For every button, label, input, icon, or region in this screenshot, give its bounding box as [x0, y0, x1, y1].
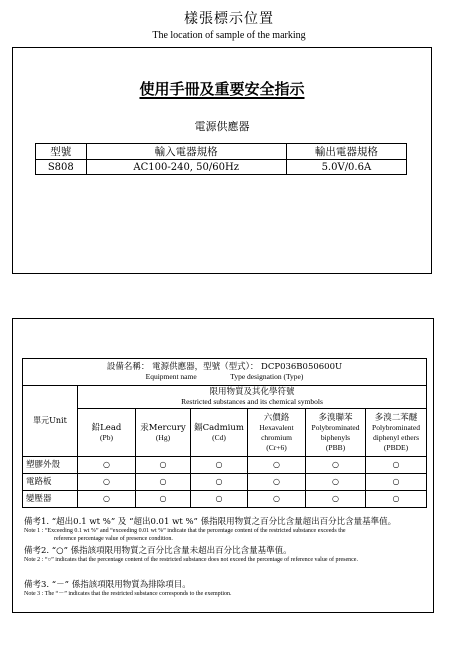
unit-cell: 電路板 — [23, 474, 78, 491]
label-subtitle: 電源供應器 — [194, 120, 250, 133]
unit-cell: 塑膠外殼 — [23, 457, 78, 474]
substance-cadmium: 鎘Cadmium (Cd) — [191, 409, 248, 457]
mark-cell: ○ — [191, 457, 248, 474]
rohs-table — [22, 358, 427, 508]
mark-cell: ○ — [366, 474, 427, 491]
mark-cell: ○ — [136, 491, 191, 508]
spec-input: AC100-240, 50/60Hz — [86, 160, 286, 175]
note-1: 備考1. “超出0.1 wt %” 及 “超出0.01 wt %” 係指限用物質之百分比含量超出百分比含量基準值。 Note 1 : “Exceeding 0.1 wt %” and “exceeding 0.01 wt %” indicate that the percentage content of the restricted substance exceeds the reference percentage value of presence condition. — [24, 517, 397, 542]
table-row — [23, 474, 427, 491]
page-title-en: The location of sample of the marking — [152, 30, 306, 41]
note-3: 備考3. “－” 係指該項限用物質為排除項目。 Note 3 : The “－” indicates that the restricted substance corresponds to the exemption. — [24, 580, 232, 597]
mark-cell: ○ — [136, 474, 191, 491]
spec-output: 5.0V/0.6A — [286, 160, 406, 175]
restricted-header-cn: 限用物質及其化學符號 — [209, 387, 295, 397]
spec-model: S808 — [36, 160, 87, 175]
restricted-header — [78, 386, 427, 409]
mark-cell: ○ — [248, 491, 306, 508]
mark-cell: ○ — [366, 457, 427, 474]
mark-cell: ○ — [78, 474, 136, 491]
mark-cell: ○ — [248, 474, 306, 491]
unit-cell: 變壓器 — [23, 491, 78, 508]
mark-cell: ○ — [306, 491, 366, 508]
substance-pbde: 多溴二苯醚 Polybrominated diphenyl ethers (PBDE) — [366, 409, 427, 457]
substance-pbb: 多溴聯苯 Polybrominated biphenyls (PBB) — [306, 409, 366, 457]
spec-header-model: 型號 — [36, 144, 87, 160]
note-2: 備考2. “○” 係指該項限用物質之百分比含量未超出百分比含量基準值。 Note 2 : “○” indicates that the percentage content of the restricted substance does not exceed the percentage of reference value of presence. — [24, 546, 358, 563]
mark-cell: ○ — [136, 457, 191, 474]
mark-cell: ○ — [191, 491, 248, 508]
label-title: 使用手冊及重要安全指示 — [139, 80, 305, 98]
substance-lead: 鉛Lead (Pb) — [78, 409, 136, 457]
mark-cell: ○ — [366, 491, 427, 508]
equipment-info — [23, 359, 427, 386]
equipment-name-cn: 設備名稱： 電源供應器，型號（型式）： DCP036B050600U — [106, 362, 343, 372]
table-row — [23, 457, 427, 474]
mark-cell: ○ — [78, 457, 136, 474]
mark-cell: ○ — [306, 457, 366, 474]
substance-mercury: 汞Mercury (Hg) — [136, 409, 191, 457]
spec-header-output: 輸出電器規格 — [286, 144, 406, 160]
restricted-header-en: Restricted substances and its chemical symbols — [181, 397, 323, 406]
mark-cell: ○ — [306, 474, 366, 491]
spec-header-input: 輸入電器規格 — [86, 144, 286, 160]
mark-cell: ○ — [248, 457, 306, 474]
unit-header: 單元Unit — [23, 386, 78, 457]
type-designation-en: Type designation (Type) — [230, 372, 304, 381]
label-box — [12, 47, 432, 274]
substance-chromium: 六價鉻 Hexavalent chromium (Cr+6) — [248, 409, 306, 457]
mark-cell: ○ — [78, 491, 136, 508]
table-row — [23, 491, 427, 508]
page-title-cn: 樣張標示位置 — [184, 11, 274, 27]
spec-table — [35, 143, 407, 175]
equipment-name-en: Equipment name — [145, 372, 197, 381]
mark-cell: ○ — [191, 474, 248, 491]
